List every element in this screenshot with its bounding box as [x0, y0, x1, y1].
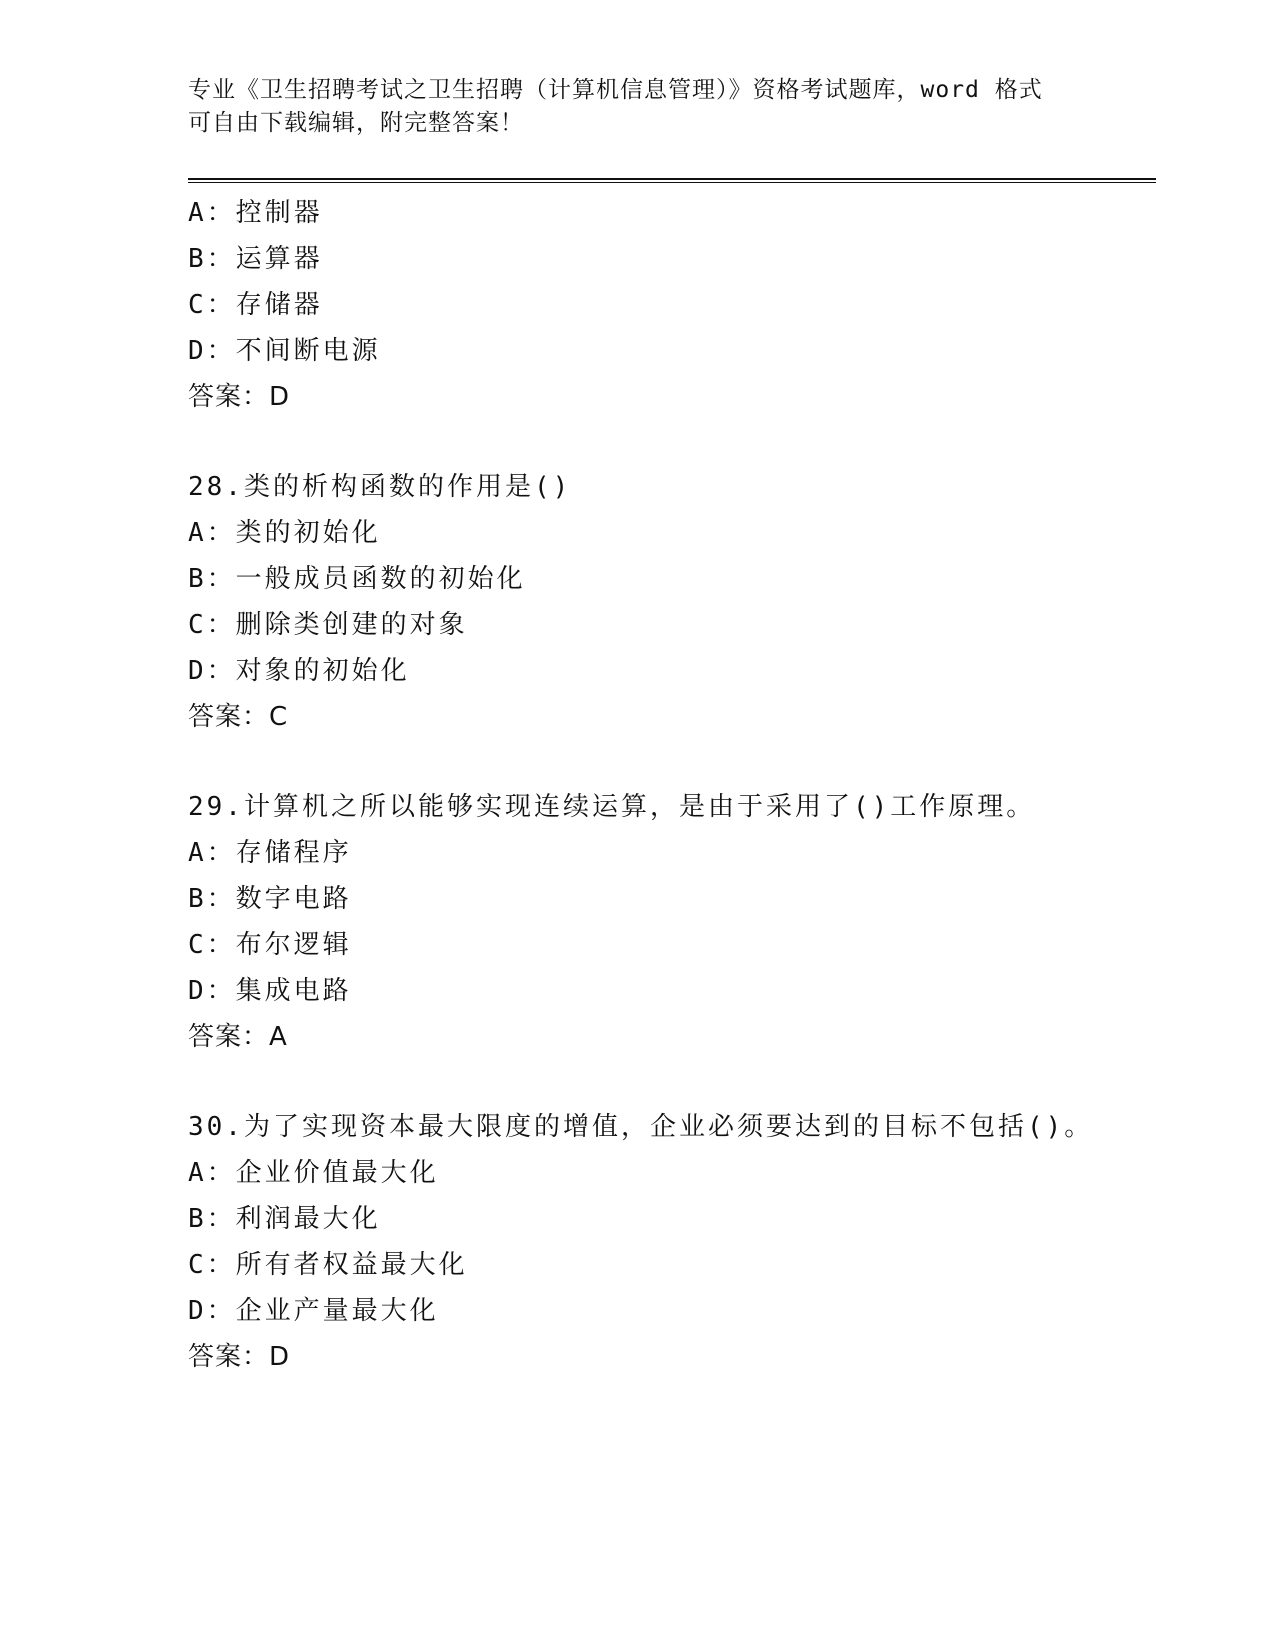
question-block-27 — [188, 190, 1148, 420]
option-a: A：存储程序 — [188, 838, 352, 868]
option-d: D：集成电路 — [188, 976, 352, 1006]
header-title-line-1: 专业《卫生招聘考试之卫生招聘（计算机信息管理）》资格考试题库，word 格式 — [188, 77, 1043, 103]
answer-line: 答案：D — [188, 1342, 291, 1372]
header-divider — [188, 178, 1156, 183]
question-block-29 — [188, 784, 1148, 1060]
spacer — [188, 1060, 1148, 1104]
question-block-30 — [188, 1104, 1148, 1380]
option-c: C：布尔逻辑 — [188, 930, 352, 960]
option-d: D：不间断电源 — [188, 336, 381, 366]
option-b: B：运算器 — [188, 244, 323, 274]
option-a: A：控制器 — [188, 198, 323, 228]
question-text: 29.计算机之所以能够实现连续运算，是由于采用了()工作原理。 — [188, 792, 1036, 822]
option-d: D：对象的初始化 — [188, 656, 410, 686]
question-text: 28.类的析构函数的作用是() — [188, 472, 572, 502]
answer-line: 答案：A — [188, 1022, 288, 1052]
question-block-28 — [188, 464, 1148, 740]
header-title-line-2: 可自由下载编辑，附完整答案！ — [188, 110, 524, 136]
option-a: A：类的初始化 — [188, 518, 381, 548]
answer-line: 答案：D — [188, 382, 291, 412]
option-b: B：一般成员函数的初始化 — [188, 564, 526, 594]
option-c: C：所有者权益最大化 — [188, 1250, 468, 1280]
option-d: D：企业产量最大化 — [188, 1296, 439, 1326]
document-header — [188, 74, 1088, 140]
spacer — [188, 740, 1148, 784]
option-b: B：数字电路 — [188, 884, 352, 914]
spacer — [188, 420, 1148, 464]
option-c: C：删除类创建的对象 — [188, 610, 468, 640]
option-c: C：存储器 — [188, 290, 323, 320]
option-b: B：利润最大化 — [188, 1204, 381, 1234]
option-a: A：企业价值最大化 — [188, 1158, 439, 1188]
question-text: 30.为了实现资本最大限度的增值，企业必须要达到的目标不包括()。 — [188, 1112, 1094, 1142]
answer-line: 答案：C — [188, 702, 289, 732]
question-list — [188, 190, 1148, 1380]
